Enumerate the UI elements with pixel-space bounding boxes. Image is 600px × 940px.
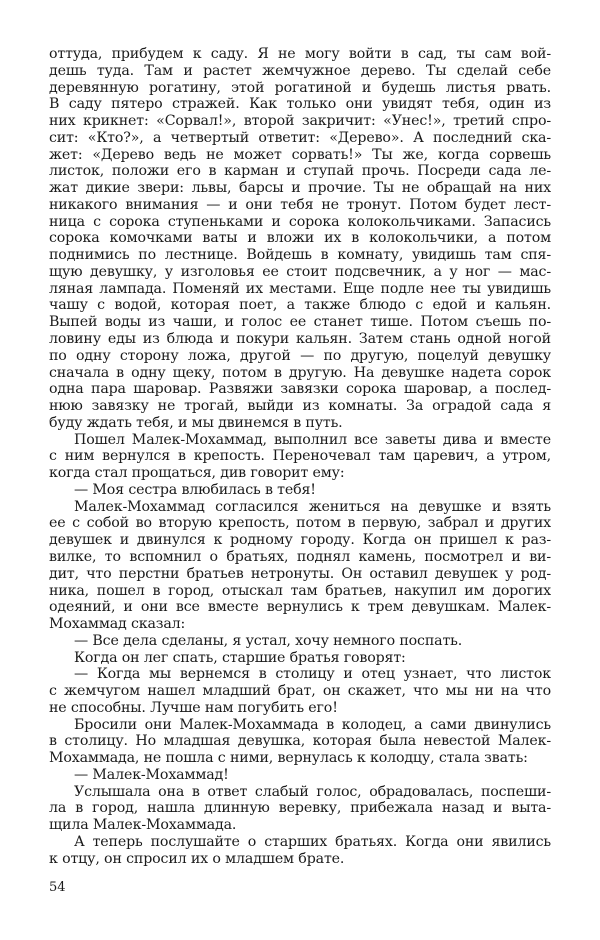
page-number: 54 [49,880,66,895]
text-line: ляная лампада. Поменяй их местами. Еще подле нее ты увидишь [49,280,551,297]
text-line: никакого внимания — и они тебя не тронут. Потом будет лест- [49,196,551,213]
text-line: одеяний, и они все вместе вернулись к трем девушкам. Малек- [49,599,551,616]
text-line: листок, положи его в карман и ступай прочь. Посреди сада ле- [49,163,551,180]
text-line: ловину еды из блюда и покури кальян. Затем стань одной ногой [49,331,551,348]
text-line: нюю завязку не трогай, выйди из комнаты. За оградой сада я [49,398,551,415]
text-line: сит: «Кто?», а четвертый ответит: «Дерево». А последний ска- [49,129,551,146]
text-line: ника, пошел в город, отыскал там братьев, накупил им дорогих [49,582,551,599]
text-line: по одну сторону ложа, другой — по другую, поцелуй девушку [49,347,551,364]
text-line: Мохаммад сказал: [49,616,186,633]
text-line: когда стал прощаться, див говорит ему: [49,465,345,482]
text-line: к отцу, он спросил их о младшем брате. [49,850,345,867]
text-line: ла в город, нашла длинную веревку, прибежала назад и выта- [49,800,551,817]
text-line: — Малек-Мохаммад! [74,766,229,783]
text-line: вилке, то вспомнил о братьях, поднял камень, посмотрел и ви- [49,548,551,565]
text-line: сорока комочками ваты и вложи их в колокольчики, а потом [49,230,551,247]
text-line: в столицу. Но младшая девушка, которая была невестой Малек- [49,733,551,750]
text-line: Мохаммада, не пошла с ними, вернулась к колодцу, стала звать: [49,750,528,767]
text-line: одна пара шаровар. Развяжи завязки сорока шаровар, а послед- [49,381,551,398]
text-line: буду ждать тебя, и мы двинемся в путь. [49,414,343,431]
text-line: жет: «Дерево ведь не может сорвать!» Ты же, когда сорвешь [49,146,551,163]
text-line: щила Малек-Мохаммада. [49,817,237,834]
text-line: Выпей воды из чаши, и голос ее станет тише. Потом съешь по- [49,314,551,331]
text-line: жат дикие звери: львы, барсы и прочие. Ты не обращай на них [49,180,551,197]
text-line: сначала в одну щеку, потом в другую. На девушке надета сорок [49,364,551,381]
text-line: ее с собой во вторую крепость, потом в первую, забрал и других [49,515,551,532]
text-line: них крикнет: «Сорвал!», второй закричит: «Унес!», третий спро- [49,113,551,130]
text-line: дит, что перстни братьев нетронуты. Он оставил девушек у род- [49,565,551,582]
text-line: с ним вернулся в крепость. Переночевал там царевич, а утром, [49,448,551,465]
book-page-text [49,46,551,868]
text-line: щую девушку, у изголовья ее стоит подсвечник, а у ног — мас- [49,263,551,280]
text-line: девушек и двинулся к родному городу. Когда он пришел к раз- [49,532,551,549]
text-line: ница с сорока ступеньками и сорока колокольчиками. Запасись [49,213,551,230]
text-line: дешь туда. Там и растет жемчужное дерево. Ты сделай себе [49,62,551,79]
text-line: деревянную рогатину, этой рогатиной и будешь листья рвать. [49,79,551,96]
text-line: — Все дела сделаны, я устал, хочу немного поспать. [74,632,463,649]
text-line: Бросили они Малек-Мохаммада в колодец, а сами двинулись [74,716,551,733]
text-line: — Моя сестра влюбилась в тебя! [74,481,316,498]
text-line: Услышала она в ответ слабый голос, обрадовалась, поспеши- [74,783,551,800]
text-line: поднимись по лестнице. Войдешь в комнату, увидишь там спя- [49,247,551,264]
text-line: А теперь послушайте о старших братьях. Когда они явились [74,833,551,850]
text-line: Пошел Малек-Мохаммад, выполнил все заветы дива и вместе [74,431,551,448]
text-line: Когда он лег спать, старшие братья говорят: [74,649,406,666]
text-line: с жемчугом нашел младший брат, он скажет, что мы ни на что [49,683,551,700]
text-line: не способны. Лучше нам погубить его! [49,699,338,716]
text-line: оттуда, прибудем к саду. Я не могу войти в сад, ты сам вой- [49,46,551,62]
text-line: Малек-Мохаммад согласился жениться на девушке и взять [74,498,551,515]
text-line: — Когда мы вернемся в столицу и отец узнает, что листок [74,666,551,683]
text-line: чашу с водой, которая поет, а также блюдо с едой и кальян. [49,297,551,314]
text-line: В саду пятеро стражей. Как только они увидят тебя, один из [49,96,551,113]
